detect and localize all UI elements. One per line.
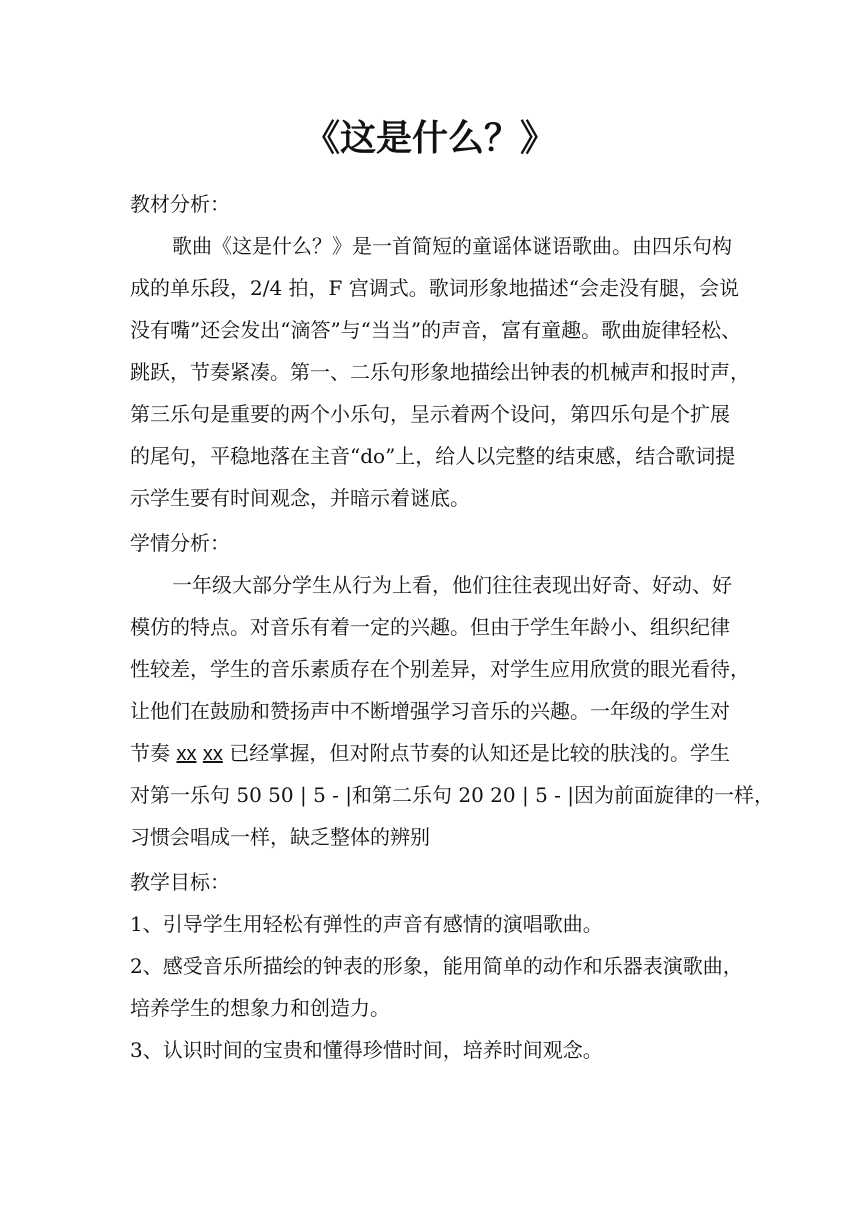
- rhythm-prefix: 节奏: [130, 741, 171, 765]
- goal-item: 3、认识时间的宝贵和懂得珍惜时间，培养时间观念。: [130, 1038, 603, 1062]
- goal-item-continuation: 培养学生的想象力和创造力。: [130, 996, 390, 1020]
- paragraph-line: 成的单乐段，2/4 拍，F 宫调式。歌词形象地描述“会走没有腿，会说: [130, 276, 740, 300]
- paragraph-line: 没有嘴”还会发出“滴答”与“当当”的声音，富有童趣。歌曲旋律轻松、: [130, 318, 742, 342]
- goal-item: 2、感受音乐所描绘的钟表的形象，能用简单的动作和乐器表演歌曲，: [130, 954, 743, 978]
- paragraph-line: 让他们在鼓励和赞扬声中不断增强学习音乐的兴趣。一年级的学生对: [130, 699, 730, 723]
- paragraph-line: 跳跃，节奏紧凑。第一、二乐句形象地描绘出钟表的机械声和报时声，: [130, 360, 750, 384]
- paragraph-line: 习惯会唱成一样，缺乏整体的辨别: [130, 825, 430, 849]
- section-heading-textbook-analysis: 教材分析：: [130, 192, 230, 216]
- paragraph-line: 歌曲《这是什么？》是一首简短的童谣体谜语歌曲。由四乐句构: [172, 234, 732, 258]
- section-heading-teaching-goals: 教学目标：: [130, 870, 230, 894]
- rhythm-pattern: xx: [202, 743, 223, 765]
- document-body: [130, 180, 775, 1071]
- paragraph-line: 性较差，学生的音乐素质存在个别差异，对学生应用欣赏的眼光看待，: [130, 657, 750, 681]
- paragraph-line: 的尾句，平稳地落在主音“do”上，给人以完整的结束感，结合歌词提: [130, 444, 736, 468]
- document-title: 《这是什么？》: [303, 117, 556, 159]
- paragraph-line: 一年级大部分学生从行为上看，他们往往表现出好奇、好动、好: [172, 573, 732, 597]
- paragraph-line: 第三乐句是重要的两个小乐句，呈示着两个设问，第四乐句是个扩展: [130, 402, 730, 426]
- goal-item: 1、引导学生用轻松有弹性的声音有感情的演唱歌曲。: [130, 912, 603, 936]
- rhythm-line: [130, 732, 730, 774]
- paragraph-line: 示学生要有时间观念，并暗示着谜底。: [130, 486, 470, 510]
- paragraph-line: 模仿的特点。对音乐有着一定的兴趣。但由于学生年龄小、组织纪律: [130, 615, 730, 639]
- section-heading-student-analysis: 学情分析：: [130, 531, 230, 555]
- rhythm-pattern: xx: [176, 743, 197, 765]
- paragraph-line: 对第一乐句 50 50 | 5 - |和第二乐句 20 20 | 5 - |因为前面旋律的一样，: [130, 783, 775, 807]
- rhythm-suffix: 已经掌握，但对附点节奏的认知还是比较的肤浅的。学生: [229, 741, 731, 765]
